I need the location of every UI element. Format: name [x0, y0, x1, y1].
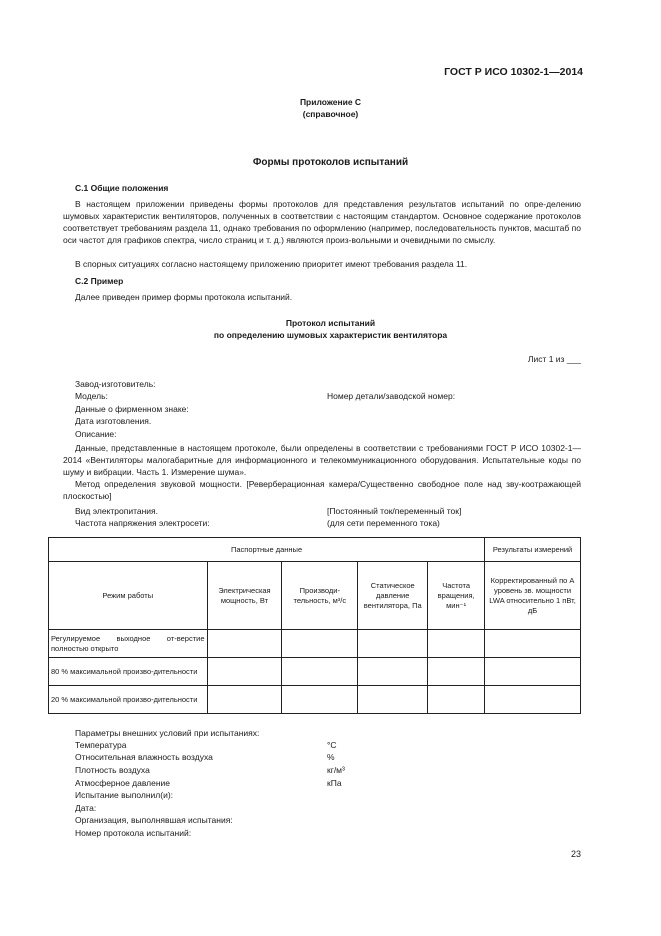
table-header-lwa: Корректированный по А уровень зв. мощности LWA относительно 1 пВт, дБ	[485, 562, 581, 630]
table-group-passport: Паспортные данные	[49, 538, 485, 562]
description-label: Описание:	[75, 429, 117, 439]
protocol-title: Протокол испытаний	[285, 318, 376, 328]
protocol-table	[48, 537, 581, 714]
table-header-pressure: Статическое давление вентилятора, Па	[358, 562, 428, 630]
sheet-number: Лист 1 из ___	[527, 354, 581, 364]
data-statement: Данные, представленные в настоящем протоколе, были определены в соответствии с требованиями ГОСТ Р ИСО 10302-1—2014 «Вентиляторы малогабаритные для информационного и телекоммуникационного оборудования. Испытательные коды по шуму и вибрации. Часть 1. Измерение шума».	[63, 443, 581, 477]
date-label: Дата:	[75, 803, 97, 813]
section-c1-paragraph: В настоящем приложении приведены формы протоколов для представления результатов испытаний по опре-делению шумовых характеристик вентиляторов, полученных в соответствии с настоящим стандартом. Основное содержание протоколов соответствует требованиям раздела 11, однако требования по оформлению (например, последовательность пунктов, масштаб по оси частот для графиков спектра, число страниц и т. д.) являются произ-вольными и очевидными по смыслу.	[63, 199, 581, 245]
section-c2-paragraph: Далее приведен пример формы протокола испытаний.	[75, 292, 293, 302]
table-row-mode: Регулируемое выходное от-верстие полностью открыто	[49, 630, 208, 658]
table-row	[49, 686, 581, 714]
appendix-heading	[0, 96, 661, 120]
table-row-mode: 80 % максимальной произво-дительности	[49, 658, 208, 686]
humidity-unit: %	[327, 752, 335, 762]
protocol-number-label: Номер протокола испытаний:	[75, 828, 192, 838]
page-number: 23	[570, 849, 581, 859]
table-header-power: Электрическая мощность, Вт	[207, 562, 282, 630]
table-header-mode: Режим работы	[49, 562, 208, 630]
part-number-label: Номер детали/заводской номер:	[327, 391, 456, 401]
temperature-label: Температура	[75, 740, 127, 750]
section-c1-paragraph-2: В спорных ситуациях согласно настоящему приложению приоритет имеют требования раздела 11.	[75, 259, 468, 269]
protocol-subtitle: по определению шумовых характеристик вентилятора	[213, 330, 448, 340]
standard-header: ГОСТ Р ИСО 10302-1—2014	[444, 66, 583, 78]
pressure-unit: кПа	[327, 778, 342, 788]
tester-label: Испытание выполнил(и):	[75, 790, 174, 800]
table-header-speed: Частота вращения, мин⁻¹	[428, 562, 485, 630]
temperature-unit: °C	[327, 740, 337, 750]
table-row	[49, 658, 581, 686]
table-row	[49, 630, 581, 658]
organization-label: Организация, выполнявшая испытания:	[75, 815, 233, 825]
table-header-performance: Производи-тельность, м³/с	[282, 562, 358, 630]
pressure-label: Атмосферное давление	[75, 778, 171, 788]
nameplate-label: Данные о фирменном знаке:	[75, 404, 189, 414]
frequency-label: Частота напряжения электросети:	[75, 518, 210, 528]
page-title: Формы протоколов испытаний	[252, 157, 409, 168]
density-label: Плотность воздуха	[75, 765, 150, 775]
appendix-subtitle: (справочное)	[302, 109, 359, 119]
frequency-value: (для сети переменного тока)	[327, 518, 440, 528]
table-row-mode: 20 % максимальной произво-дительности	[49, 686, 208, 714]
model-label: Модель:	[75, 391, 108, 401]
manufacturer-label: Завод-изготовитель:	[75, 379, 156, 389]
date-made-label: Дата изготовления.	[75, 416, 152, 426]
table-group-results: Результаты измерений	[485, 538, 581, 562]
power-type-value: [Постоянный ток/переменный ток]	[327, 506, 462, 516]
section-c1-heading: С.1 Общие положения	[75, 183, 169, 193]
humidity-label: Относительная влажность воздуха	[75, 752, 213, 762]
appendix-title: Приложение С	[299, 97, 362, 107]
method-statement: Метод определения звуковой мощности. [Реверберационная камера/Существенно свободное поле над зву-коотражающей плоскостью]	[63, 479, 581, 501]
density-unit: кг/м³	[327, 765, 345, 775]
section-c2-heading: С.2 Пример	[75, 276, 124, 286]
power-type-label: Вид электропитания.	[75, 506, 159, 516]
conditions-heading: Параметры внешних условий при испытаниях:	[75, 728, 260, 738]
